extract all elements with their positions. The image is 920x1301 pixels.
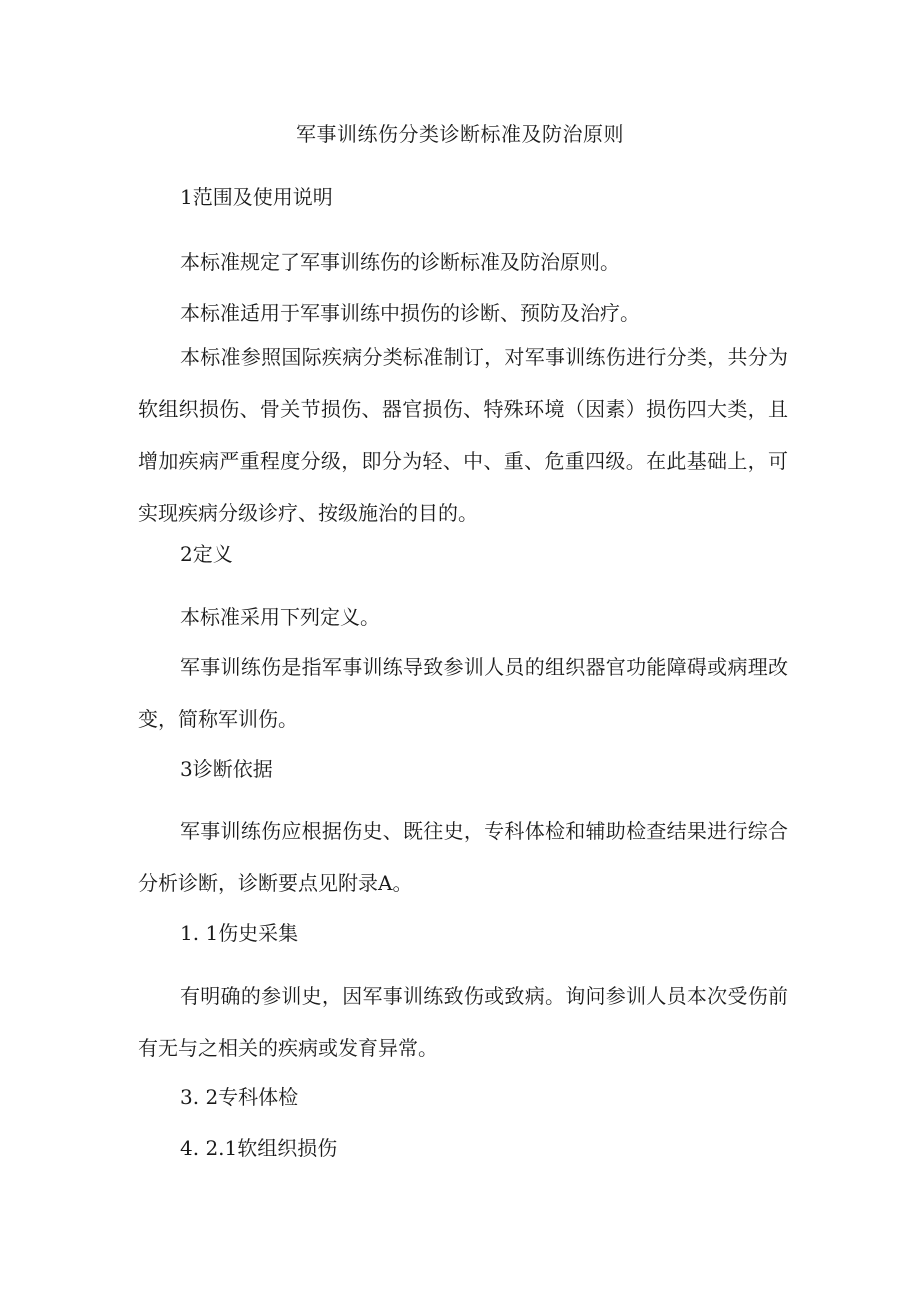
subsection-heading-specialist-exam: 3. 2专科体检 xyxy=(180,1085,299,1109)
subsection-heading-soft-tissue-injury: 4. 2.1软组织损伤 xyxy=(180,1136,338,1160)
document-title: 军事训练伤分类诊断标准及防治原则 xyxy=(296,122,624,146)
paragraph-scope-3: 本标准参照国际疾病分类标准制订，对军事训练伤进行分类，共分为软组织损伤、骨关节损伤、器官损伤、特殊环境（因素）损伤四大类，且增加疾病严重程度分级，即分为轻、中、重、危重四级。在此基础上，可实现疾病分级诊疗、按级施治的目的。 xyxy=(138,345,788,525)
paragraph-scope-1: 本标准规定了军事训练伤的诊断标准及防治原则。 xyxy=(180,250,620,274)
section-heading-definition: 2定义 xyxy=(180,542,233,566)
paragraph-injury-history-1: 有明确的参训史，因军事训练致伤或致病。询问参训人员本次受伤前有无与之相关的疾病或发育异常。 xyxy=(138,984,788,1060)
subsection-heading-injury-history: 1. 1伤史采集 xyxy=(180,921,299,945)
paragraph-diagnosis-basis-1: 军事训练伤应根据伤史、既往史，专科体检和辅助检查结果进行综合分析诊断，诊断要点见附录A。 xyxy=(138,819,788,895)
section-heading-diagnosis-basis: 3诊断依据 xyxy=(180,757,273,781)
section-heading-scope: 1范围及使用说明 xyxy=(180,185,333,209)
paragraph-definition-2: 军事训练伤是指军事训练导致参训人员的组织器官功能障碍或病理改变，简称军训伤。 xyxy=(138,655,788,731)
paragraph-definition-1: 本标准采用下列定义。 xyxy=(180,605,380,629)
paragraph-scope-2: 本标准适用于军事训练中损伤的诊断、预防及治疗。 xyxy=(180,301,640,325)
